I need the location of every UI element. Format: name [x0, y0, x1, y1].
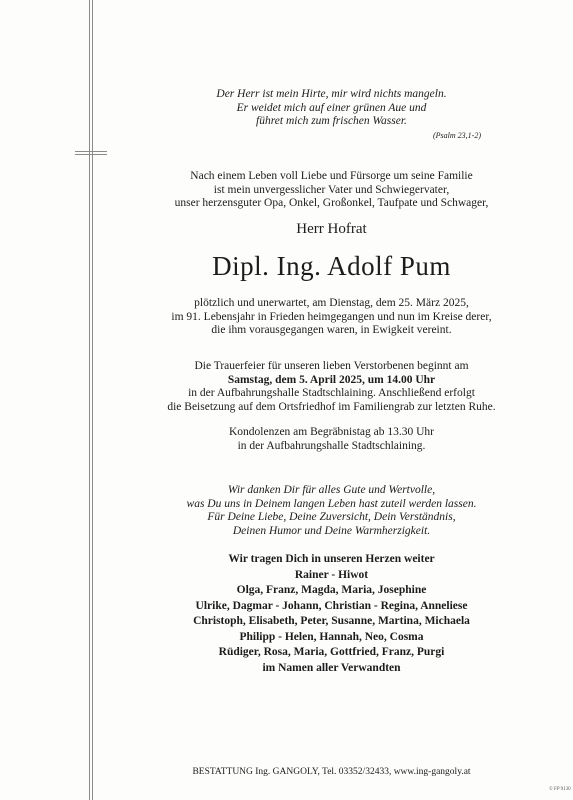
psalm-line: führet mich zum frischen Wasser.: [256, 115, 407, 127]
mourners-group: Philipp - Helen, Hannah, Neo, Cosma: [239, 630, 424, 643]
mourners-closing: im Namen aller Verwandten: [262, 661, 401, 674]
deceased-name: Dipl. Ing. Adolf Pum: [212, 251, 451, 281]
mourners-heading: Wir tragen Dich in unseren Herzen weiter: [228, 553, 435, 565]
mourners-group: Rüdiger, Rosa, Maria, Gottfried, Franz, Purgi: [218, 646, 445, 658]
mourners-group: Rainer - Hiwot: [294, 568, 369, 581]
passing-line: plötzlich und unerwartet, am Dienstag, dem 25. März 2025,: [194, 297, 469, 309]
funeral-home-footer: BESTATTUNG Ing. GANGOLY, Tel. 03352/32433, www.ing-gangoly.at: [192, 767, 471, 777]
template-code: © FP 9130: [549, 787, 571, 792]
thanks-text: [100, 484, 563, 538]
thanks-line: was Du uns in Deinem langen Leben hast zuteil werden lassen.: [186, 497, 477, 510]
psalm-line: Er weidet mich auf einer grünen Aue und: [236, 101, 427, 114]
intro-line: ist mein unvergesslicher Vater und Schwiegervater,: [213, 183, 450, 196]
funeral-info: [100, 360, 563, 414]
intro-text: [100, 170, 563, 211]
intro-line: Nach einem Leben voll Liebe und Fürsorge um seine Familie: [190, 170, 473, 182]
intro-line: unser herzensguter Opa, Onkel, Großonkel, Taufpate und Schwager,: [174, 197, 489, 209]
funeral-date: Samstag, dem 5. April 2025, um 14.00 Uhr: [227, 373, 436, 386]
condolences-info: [100, 426, 563, 453]
thanks-line: Wir danken Dir für alles Gute und Wertvolle,: [227, 484, 436, 496]
psalm-quote: [100, 88, 563, 142]
mourners-group: Ulrike, Dagmar - Johann, Christian - Regina, Anneliese: [195, 599, 468, 612]
psalm-reference: (Psalm 23,1-2): [433, 130, 481, 140]
funeral-line: Die Trauerfeier für unseren lieben Verstorbenen beginnt am: [194, 360, 469, 372]
honorific: Herr Hofrat: [296, 221, 367, 237]
condolences-line: Kondolenzen am Begräbnistag ab 13.30 Uhr: [228, 426, 435, 438]
cross-symbol-vertical-2: [92, 0, 93, 800]
funeral-line: in der Aufbahrungshalle Stadtschlaining. Anschließend erfolgt: [188, 387, 475, 399]
mourners-group: Olga, Franz, Magda, Maria, Josephine: [236, 584, 427, 596]
passing-line: die ihm vorausgegangen waren, in Ewigkeit vereint.: [211, 324, 452, 336]
psalm-line: Der Herr ist mein Hirte, mir wird nichts mangeln.: [216, 88, 447, 100]
thanks-line: Deinen Humor und Deine Warmherzigkeit.: [232, 524, 431, 537]
condolences-line: in der Aufbahrungshalle Stadtschlaining.: [237, 439, 426, 452]
mourners-list: [100, 552, 563, 676]
mourners-group: Christoph, Elisabeth, Peter, Susanne, Martina, Michaela: [193, 615, 470, 627]
thanks-line: Für Deine Liebe, Deine Zuversicht, Dein Verständnis,: [207, 511, 456, 523]
passing-text: [100, 297, 563, 338]
cross-symbol-horizontal-2: [75, 154, 107, 155]
cross-symbol-horizontal: [75, 151, 107, 152]
funeral-line: die Beisetzung auf dem Ortsfriedhof im Familiengrab zur letzten Ruhe.: [167, 400, 496, 413]
cross-symbol-vertical: [89, 0, 90, 800]
passing-line: im 91. Lebensjahr in Frieden heimgegangen und nun im Kreise derer,: [171, 310, 492, 323]
